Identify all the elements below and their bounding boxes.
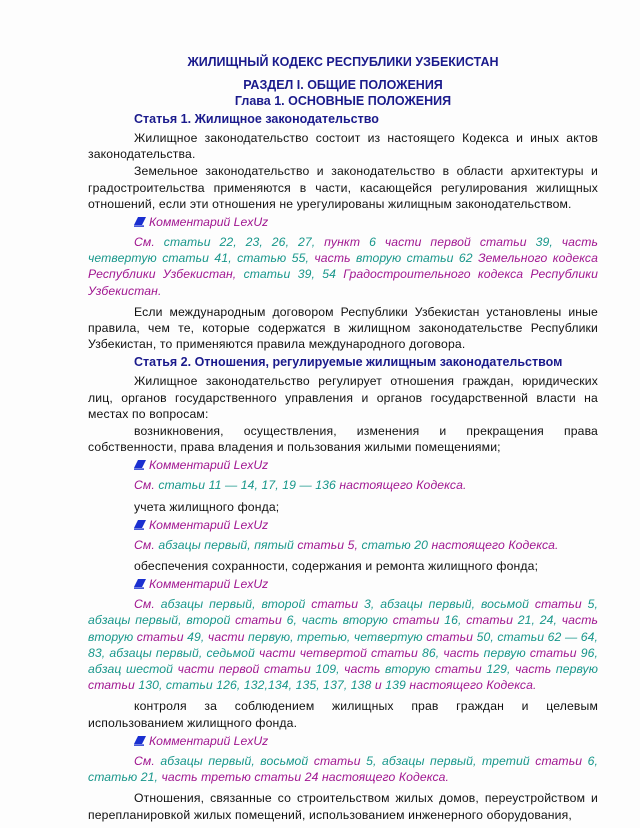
reference-link[interactable]: 6, статью 21, [88,753,598,785]
reference-text: статьи [529,645,581,660]
comment-label: Комментарий LexUz [149,215,269,230]
reference-link[interactable]: вторую [385,662,435,677]
reference-text: настоящего Кодекса. [339,478,467,493]
document-page [88,55,598,824]
reference-text: и [374,678,386,693]
reference-text: часть [561,613,598,628]
article-2-item-1: возникновения, осуществления, изменения и прекращения права собственности, права владения и пользования жилыми помещениями; [88,424,598,455]
reference-text: настоящего Кодекса. [409,678,537,693]
reference-text: часть [443,645,484,660]
reference-link[interactable]: статьи 22, 23, 26, 27, [163,235,325,250]
reference-note[interactable] [88,537,598,553]
comment-link[interactable] [134,214,598,230]
reference-text: статьи [313,753,367,768]
comment-label: Комментарий LexUz [149,458,269,473]
reference-link[interactable]: 5, абзацы первый, третий [366,753,536,768]
reference-link[interactable]: абзацы первый, пятый [158,537,298,552]
article-2-item-2: учета жилищного фонда; [134,499,280,514]
reference-text: статьи [88,678,139,693]
reference-text: См. [134,753,161,768]
comment-icon [134,736,146,746]
reference-link[interactable]: 6 [369,235,385,250]
reference-text: статьи [535,753,588,768]
reference-link[interactable]: 50, статьи 62 — 64, 83, абзацы первый, седьмой [88,629,598,660]
reference-text: См. [134,235,164,250]
reference-text: часть третью статьи 24 настоящего Кодекса. [161,770,450,785]
article-2-item-4: контроля за соблюдением жилищных прав граждан и целевым использованием жилищного фонда. [88,699,598,730]
reference-text: статьи [235,613,287,628]
reference-text: пункт [324,235,370,250]
reference-link[interactable]: вторую статьи 62 [356,251,479,266]
reference-text: статьи [434,662,487,677]
chapter-heading: Глава 1. ОСНОВНЫЕ ПОЛОЖЕНИЯ [234,94,452,108]
comment-label: Комментарий LexUz [149,577,269,592]
reference-note[interactable] [88,596,598,693]
reference-text: статьи [136,629,188,644]
reference-text: части четвертой статьи [259,645,422,660]
comment-link[interactable] [134,576,598,592]
reference-link[interactable]: первую [483,645,530,660]
reference-note[interactable] [88,234,598,299]
reference-link[interactable]: абзацы первый, восьмой [160,753,314,768]
article-1-paragraph-1: Жилищное законодательство состоит из настоящего Кодекса и иных актов законодательства. [88,131,598,162]
reference-link[interactable]: 39, [535,235,562,250]
section-heading: РАЗДЕЛ I. ОБЩИЕ ПОЛОЖЕНИЯ [243,78,443,92]
article-2-heading: Статья 2. Отношения, регулируемые жилищным законодательством [134,355,563,370]
comment-link[interactable] [134,517,598,533]
reference-text: Градостроительного кодекса Республики Узбекистан. [88,267,598,298]
reference-link[interactable]: 86, [421,645,444,660]
reference-link[interactable]: первую, третью, четвертую [248,629,427,644]
reference-link[interactable]: 130, статьи 126, 132,134, 135, 137, 138 [138,678,375,693]
reference-text: статьи 5, [297,537,362,552]
comment-icon [134,460,146,470]
reference-text: статьи [311,597,365,612]
article-2-paragraph-2: Отношения, связанные со строительством жилых домов, переустройством и перепланировкой жилых помещений, использованием инженерного оборудования, [88,791,598,822]
article-2-item-3: обеспечения сохранности, содержания и ремонта жилищного фонда; [134,559,539,574]
article-2-paragraph-1: Жилищное законодательство регулирует отношения граждан, юридических лиц, органов государственного управления и органов государственной власти на местах по вопросам: [88,374,598,421]
reference-link[interactable]: 6, часть вторую [286,613,393,628]
reference-link[interactable]: 21, 24, [517,613,562,628]
reference-link[interactable]: 49, [187,629,208,644]
reference-link[interactable]: статьи 39, 54 [243,267,344,282]
reference-text: части первой статьи [384,235,536,250]
comment-icon [134,520,146,530]
reference-link[interactable]: 129, [486,662,516,677]
reference-link[interactable]: 16, [444,613,467,628]
article-1-heading: Статья 1. Жилищное законодательство [134,112,379,126]
reference-text: части [207,629,249,644]
reference-link[interactable]: четвертую статьи 41, статью 55, [88,251,315,266]
reference-link[interactable]: вторую [88,629,137,644]
reference-text: часть [561,235,598,250]
comment-label: Комментарий LexUz [149,517,269,532]
reference-note[interactable] [88,753,598,785]
comment-label: Комментарий LexUz [149,733,269,748]
reference-text: статьи [392,613,445,628]
reference-note[interactable] [88,477,598,493]
reference-text: статьи [466,613,518,628]
reference-text: См. [134,537,159,552]
reference-text: См. [134,478,159,493]
reference-text: части первой статьи [177,662,316,677]
reference-link[interactable]: абзацы первый, второй [160,597,312,612]
comment-icon [134,217,146,227]
reference-link[interactable]: 5, абзацы первый, второй [88,597,598,628]
reference-text: часть [314,251,357,266]
reference-text: часть [344,662,386,677]
reference-text: Земельного кодекса Республики Узбекистан, [88,251,598,282]
reference-text: настоящего Кодекса. [431,537,559,552]
reference-text: См. [134,597,161,612]
reference-link[interactable]: первую [555,662,598,677]
reference-text: статьи [534,597,588,612]
reference-text: часть [515,662,556,677]
reference-link[interactable]: 139 [385,678,410,693]
reference-link[interactable]: 3, абзацы первый, восьмой [364,597,535,612]
reference-link[interactable]: статьи 11 — 14, 17, 19 — 136 [158,478,340,493]
comment-icon [134,579,146,589]
article-1-paragraph-3: Если международным договором Республики Узбекистан установлены иные правила, чем те, которые содержатся в жилищном законодательстве Республики Узбекистан, то применяются правила международного договора. [88,304,598,352]
article-1-paragraph-2: Земельное законодательство и законодательство в области архитектуры и градостроительства применяются в части, касающейся регулирования жилищных отношений, если эти отношения не урегулированы жилищным законодательством. [88,164,598,211]
reference-text: статьи [426,629,477,644]
comment-link[interactable] [134,457,598,473]
document-title: ЖИЛИЩНЫЙ КОДЕКС РЕСПУБЛИКИ УЗБЕКИСТАН [187,55,499,69]
reference-link[interactable]: 96, абзац шестой [88,645,598,677]
reference-link[interactable]: 109, [315,662,345,677]
reference-link[interactable]: статью 20 [361,537,432,552]
comment-link[interactable] [134,733,598,749]
